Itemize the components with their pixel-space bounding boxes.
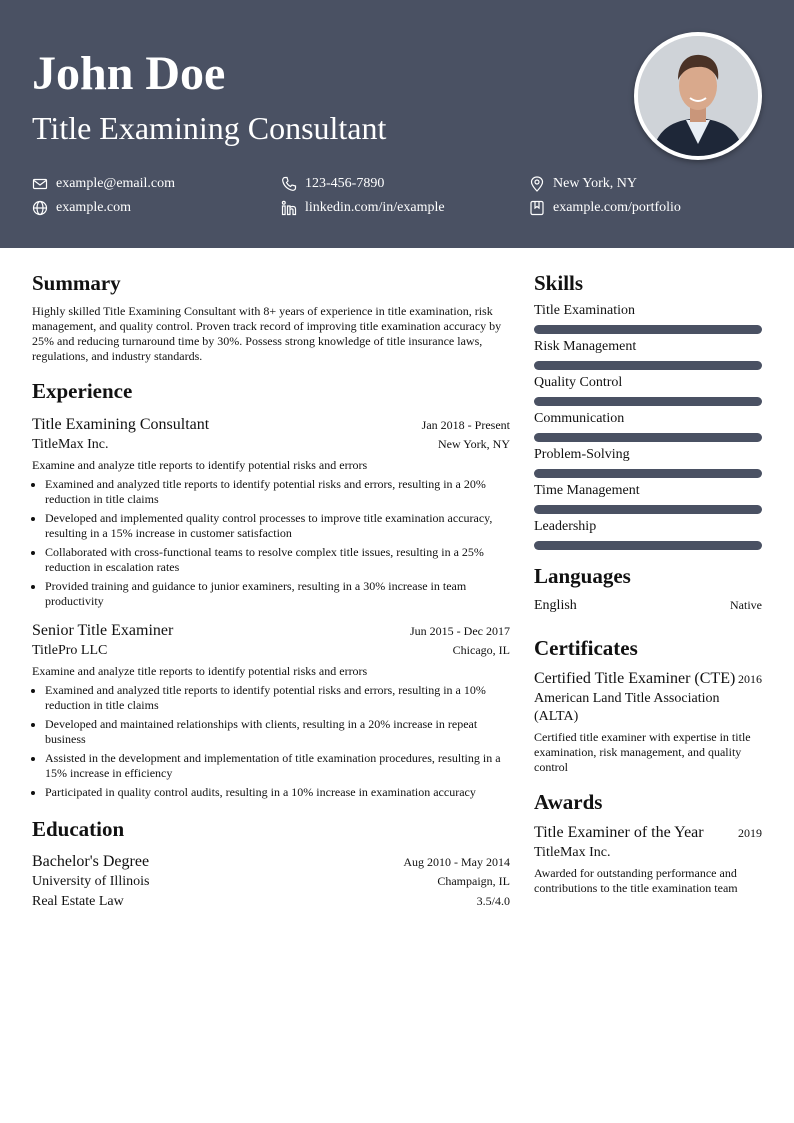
list-item: • Developed and implemented quality control processes to improve title examination accuracy, resulting in a 15% increase in customer satisfaction xyxy=(45,511,510,541)
education-heading: Education xyxy=(32,817,125,841)
languages-section xyxy=(534,563,762,615)
list-item: • Provided training and guidance to junior examiners, resulting in a 30% increase in team productivity xyxy=(45,579,510,609)
experience-section xyxy=(32,378,510,800)
contact-email-text: example@email.com xyxy=(56,176,176,191)
skill-label: Risk Management xyxy=(534,339,637,354)
job-bullets xyxy=(32,683,510,800)
list-item: • Participated in quality control audits, resulting in a 10% increase in examination accuracy xyxy=(45,785,510,800)
list-item: • Examined and analyzed title reports to identify potential risks and errors, resulting in a 10% reduction in title claims xyxy=(45,683,510,713)
job-description: Examine and analyze title reports to identify potential risks and errors xyxy=(32,458,368,472)
candidate-title: Title Examining Consultant xyxy=(32,110,387,146)
certificates-heading: Certificates xyxy=(534,636,638,660)
contact-website[interactable] xyxy=(32,199,131,217)
awards-section xyxy=(534,789,762,896)
education-dates: Aug 2010 - May 2014 xyxy=(403,855,510,869)
skill-label: Leadership xyxy=(534,519,597,534)
awards-heading: Awards xyxy=(534,790,603,814)
education-section xyxy=(32,816,510,911)
skill-bar xyxy=(534,433,762,442)
skills-heading: Skills xyxy=(534,271,584,295)
experience-heading: Experience xyxy=(32,379,133,403)
job-role: Title Examining Consultant xyxy=(32,416,210,433)
profile-photo xyxy=(634,32,762,160)
contact-email[interactable] xyxy=(32,175,175,193)
list-item: • Examined and analyzed title reports to identify potential risks and errors, resulting in a 20% reduction in title claims xyxy=(45,477,510,507)
contact-linkedin-text: linkedin.com/in/example xyxy=(305,200,445,215)
award-year: 2019 xyxy=(738,826,762,840)
skill-label: Time Management xyxy=(534,483,640,498)
job-entry xyxy=(32,415,510,609)
summary-heading: Summary xyxy=(32,271,121,295)
contact-linkedin[interactable] xyxy=(281,199,445,217)
job-company: TitlePro LLC xyxy=(32,643,108,658)
skill-bar xyxy=(534,397,762,406)
contact-portfolio-text: example.com/portfolio xyxy=(553,200,681,215)
award-description: Awarded for outstanding performance and contributions to the title examination team xyxy=(534,866,738,895)
skill-label: Title Examination xyxy=(534,303,635,318)
skill-bar xyxy=(534,541,762,550)
list-item: • Developed and maintained relationships with clients, resulting in a 20% increase in repeat business xyxy=(45,717,510,747)
bookmark-icon xyxy=(529,200,545,216)
job-location: Chicago, IL xyxy=(452,643,510,657)
education-location: Champaign, IL xyxy=(437,874,510,888)
education-field: Real Estate Law xyxy=(32,894,124,909)
summary-section xyxy=(32,270,510,364)
certificate-description: Certified title examiner with expertise in title examination, risk management, and quality control xyxy=(534,730,751,774)
contact-phone-text: 123-456-7890 xyxy=(305,176,385,191)
candidate-name: John Doe xyxy=(32,47,226,100)
contact-website-text: example.com xyxy=(56,200,132,215)
languages-heading: Languages xyxy=(534,564,631,588)
skills-section xyxy=(534,270,762,550)
location-pin-icon xyxy=(529,176,545,192)
certificate-year: 2016 xyxy=(738,672,762,686)
summary-text: Highly skilled Title Examining Consultant with 8+ years of experience in title examination, risk management, and quality control. Proven track record of improving title examination accuracy by 25% and reducing turnaround time by 30%. Possess strong knowledge of title insurance laws, regulations, and industry standards. xyxy=(32,304,502,363)
skill-label: Communication xyxy=(534,411,625,426)
skill-bar xyxy=(534,361,762,370)
resume-header xyxy=(0,0,794,248)
skills-list xyxy=(534,302,762,550)
language-level: Native xyxy=(730,598,762,612)
skill-bar xyxy=(534,505,762,514)
language-name: English xyxy=(534,598,577,613)
list-item: • Collaborated with cross-functional teams to resolve complex title issues, resulting in a 25% reduction in escalation rates xyxy=(45,545,510,575)
skill-label: Problem-Solving xyxy=(534,447,630,462)
skill-bar xyxy=(534,469,762,478)
right-column xyxy=(534,270,762,896)
award-name: Title Examiner of the Year xyxy=(534,824,704,841)
contact-phone[interactable] xyxy=(281,175,384,193)
certificate-issuer: American Land Title Association (ALTA) xyxy=(534,691,720,724)
education-degree: Bachelor's Degree xyxy=(32,853,150,870)
job-entry xyxy=(32,621,510,800)
email-icon xyxy=(32,176,48,192)
job-role: Senior Title Examiner xyxy=(32,622,174,639)
skill-label: Quality Control xyxy=(534,375,623,390)
award-org: TitleMax Inc. xyxy=(534,845,611,860)
skill-bar xyxy=(534,325,762,334)
linkedin-icon xyxy=(281,200,297,216)
education-school: University of Illinois xyxy=(32,874,150,889)
job-bullets xyxy=(32,477,510,609)
contact-location xyxy=(529,175,637,193)
phone-icon xyxy=(281,176,297,192)
globe-icon xyxy=(32,200,48,216)
certificates-section xyxy=(534,635,762,775)
contact-location-text: New York, NY xyxy=(553,176,638,191)
job-dates: Jan 2018 - Present xyxy=(421,418,510,432)
education-gpa: 3.5/4.0 xyxy=(476,894,510,908)
contact-portfolio[interactable] xyxy=(529,199,681,217)
list-item: • Assisted in the development and implementation of title examination procedures, resulting in a 15% increase in efficiency xyxy=(45,751,510,781)
avatar-portrait-icon xyxy=(638,36,758,156)
job-dates: Jun 2015 - Dec 2017 xyxy=(410,624,510,638)
certificate-name: Certified Title Examiner (CTE) xyxy=(534,670,736,687)
job-description: Examine and analyze title reports to identify potential risks and errors xyxy=(32,664,368,678)
job-company: TitleMax Inc. xyxy=(32,437,109,452)
job-location: New York, NY xyxy=(437,437,510,451)
left-column xyxy=(32,270,510,911)
